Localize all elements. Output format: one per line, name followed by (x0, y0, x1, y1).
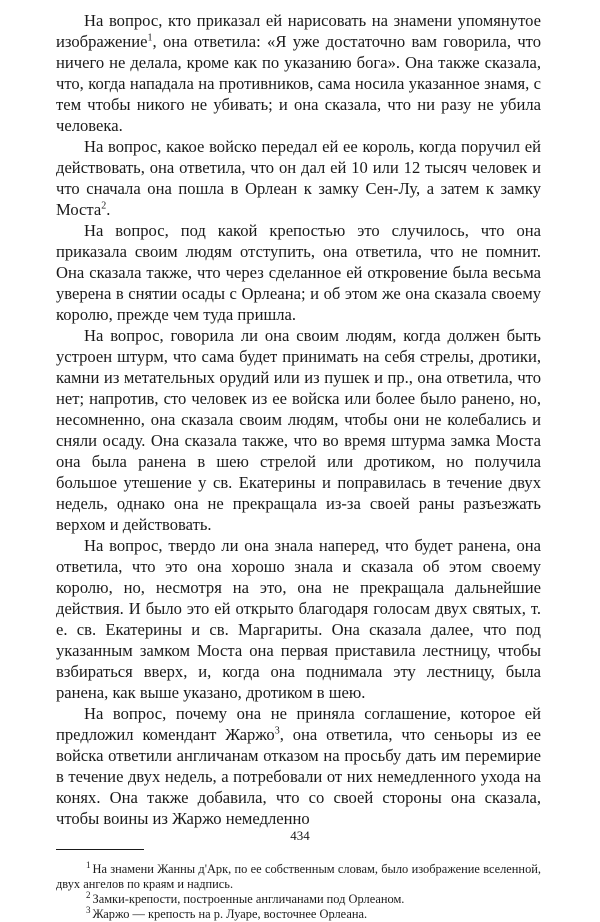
footnote-text: Замки-крепости, построенные англичанами под Орлеаном. (92, 892, 405, 906)
paragraph-2: На вопрос, какое войско передал ей ее король, когда поручил ей действовать, она ответила, что он дал ей 10 или 12 тысяч человек и что сначала она пошла в Орлеан к замку Сен-Лу, а затем к замку Моста$^2$. (56, 137, 541, 219)
footnote-number: 3 (86, 904, 91, 915)
paragraph-6: На вопрос, почему она не приняла соглашение, которое ей предложил комендант Жаржо$^3$, она ответила, что сеньоры из ее войска ответили англичанам отказом на просьбу дать им перемирие в течение двух недель, а потребовали от них немедленного ухода на конях. Она также добавила, что со своей стороны она сказала, чтобы воины из Жаржо немедленно (56, 704, 541, 828)
page-body (56, 10, 541, 922)
footnote-number: 1 (86, 859, 91, 870)
footnote-text: Жаржо — крепость на р. Луаре, восточнее Орлеана. (92, 907, 368, 921)
footnote-text: На знамени Жанны д'Арк, по ее собственным словам, было изображение вселенной, двух ангелов по краям и надпись. (56, 862, 541, 891)
footnote-1 (56, 859, 541, 892)
paragraph-5: На вопрос, твердо ли она знала наперед, что будет ранена, она ответила, что это она хорошо знала и сказала об этом своему королю, но, несмотря на это, она не прекращала дальнейшие действия. И было это ей открыто благодаря голосам двух святых, т. е. св. Екатерины и св. Маргариты. Она сказала далее, что под указанным замком Моста она первая приставила лестницу, чтобы взбираться вверх, и, когда она поднимала эту лестницу, была ранена, как выше указано, дротиком в шею. (56, 536, 541, 702)
footnote-3 (56, 904, 541, 922)
footnote-divider (56, 849, 144, 850)
footnotes (56, 859, 541, 922)
footnote-2 (56, 889, 541, 907)
footnote-number: 2 (86, 889, 91, 900)
paragraph-1: На вопрос, кто приказал ей нарисовать на знамени упомянутое изображение$^1$, она ответила: «Я уже достаточно вам говорила, что ничего не делала, кроме как по указанию бога». Она также сказала, что, когда нападала на противников, сама носила указанное знамя, с тем чтобы никого не убивать; и она сказала, что ни разу не убила человека. (56, 11, 541, 135)
paragraph-3: На вопрос, под какой крепостью это случилось, что она приказала своим людям отступить, она ответила, что не помнит. Она сказала также, что через сделанное ей откровение была весьма уверена в снятии осады с Орлеана; и об этом же она сказала своему королю, прежде чем туда пришла. (56, 221, 541, 324)
page-number: 434 (290, 828, 310, 843)
footnote-ref-3[interactable]: 3 (274, 725, 280, 737)
footnote-ref-2[interactable]: 2 (101, 200, 107, 212)
footnote-ref-1[interactable]: 1 (147, 32, 153, 44)
paragraph-4: На вопрос, говорила ли она своим людям, когда должен быть устроен штурм, что сама будет принимать на себя стрелы, дротики, камни из метательных орудий или из пушек и пр., она ответила, что нет; напротив, сто человек из ее войска или более было ранено, но, несомненно, она сказала своим людям, чтобы они не колебались и сняли осаду. Она сказала также, что во время штурма замка Моста она была ранена в шею стрелой или дротиком, но получила большое утешение у св. Екатерины и поправилась в течение двух недель, однако она не прекращала из-за своей раны разъезжать верхом и действовать. (56, 326, 541, 534)
